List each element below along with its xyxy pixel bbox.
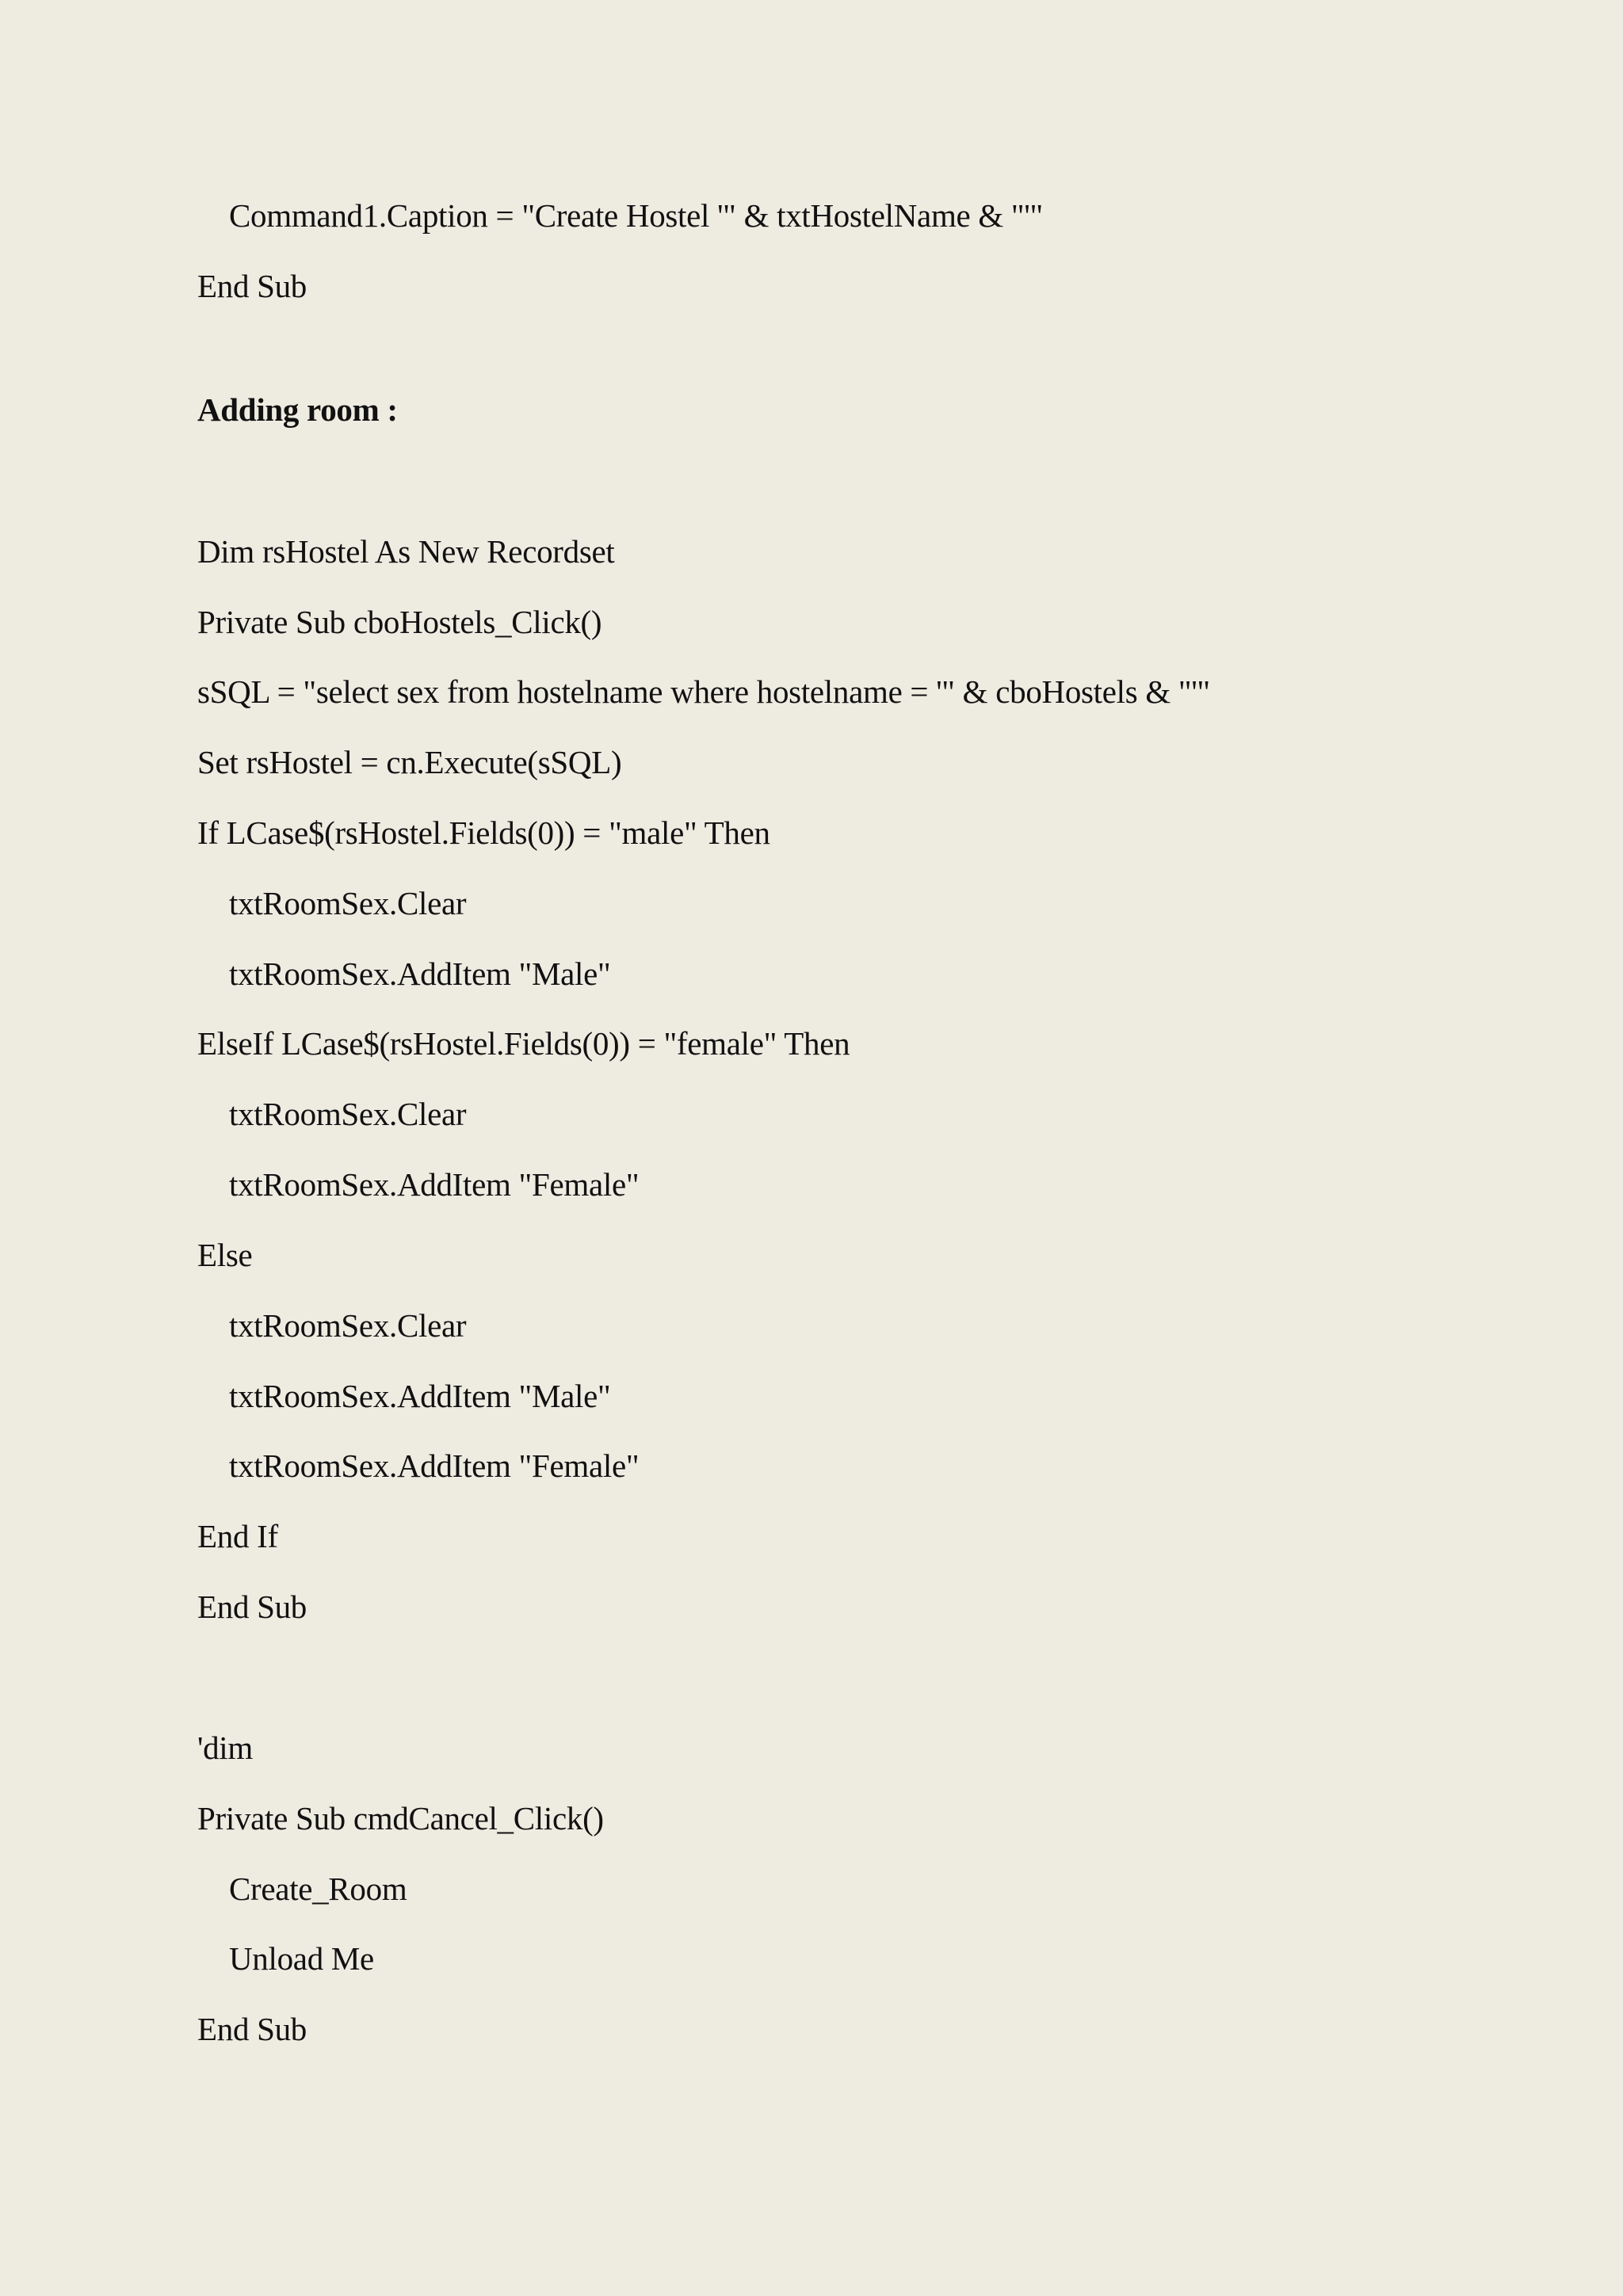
section-heading: Adding room : [197, 391, 398, 428]
code-line: ElseIf LCase$(rsHostel.Fields(0)) = "female" Then [197, 1025, 850, 1062]
code-line: txtRoomSex.AddItem "Male" [229, 1378, 611, 1414]
code-line: txtRoomSex.AddItem "Female" [229, 1166, 640, 1203]
code-line: Private Sub cmdCancel_Click() [197, 1800, 604, 1836]
code-line: 'dim [197, 1730, 253, 1766]
code-line: sSQL = "select sex from hostelname where hostelname = '" & cboHostels & "'" [197, 673, 1210, 710]
code-line: txtRoomSex.Clear [229, 1307, 467, 1344]
code-line: Unload Me [229, 1940, 374, 1977]
code-line: Set rsHostel = cn.Execute(sSQL) [197, 744, 622, 780]
code-line: Private Sub cboHostels_Click() [197, 604, 602, 640]
code-line: If LCase$(rsHostel.Fields(0)) = "male" Then [197, 814, 770, 851]
code-line: txtRoomSex.AddItem "Male" [229, 955, 611, 992]
code-line: End Sub [197, 2011, 307, 2047]
code-line: Dim rsHostel As New Recordset [197, 533, 615, 570]
code-line: End Sub [197, 1589, 307, 1625]
code-line: Command1.Caption = "Create Hostel '" & txtHostelName & "'" [229, 197, 1043, 234]
code-line: End If [197, 1518, 278, 1554]
code-line: Else [197, 1237, 253, 1273]
code-line: txtRoomSex.Clear [229, 885, 467, 921]
code-line: txtRoomSex.AddItem "Female" [229, 1447, 640, 1484]
code-line: End Sub [197, 268, 307, 304]
code-line: txtRoomSex.Clear [229, 1096, 467, 1132]
code-line: Create_Room [229, 1871, 407, 1907]
